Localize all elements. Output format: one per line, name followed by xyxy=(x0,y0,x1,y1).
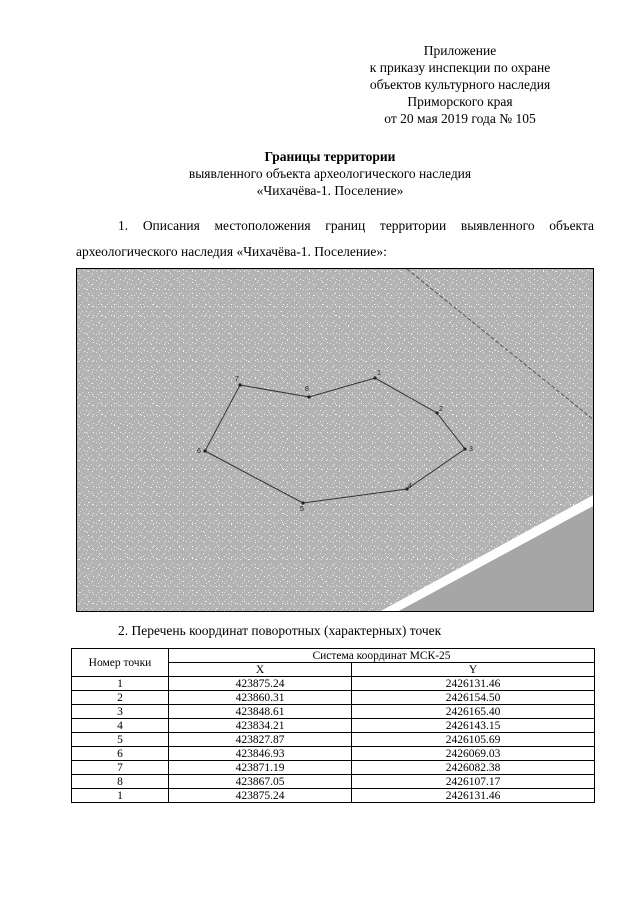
y-cell: 2426143.15 xyxy=(352,719,595,733)
point-number-cell: 1 xyxy=(72,677,169,691)
boundary-point-label: 7 xyxy=(235,376,239,383)
boundary-point-marker xyxy=(301,501,304,504)
header-point-number: Номер точки xyxy=(72,649,169,677)
appendix-block xyxy=(340,42,580,127)
point-number-cell: 3 xyxy=(72,705,169,719)
boundary-point-label: 3 xyxy=(469,446,473,453)
boundary-point-label: 1 xyxy=(377,370,381,377)
y-cell: 2426107.17 xyxy=(352,775,595,789)
x-cell: 423867.05 xyxy=(169,775,352,789)
table-row xyxy=(72,789,595,803)
x-cell: 423846.93 xyxy=(169,747,352,761)
table-row xyxy=(72,761,595,775)
y-cell: 2426131.46 xyxy=(352,677,595,691)
point-number-cell: 6 xyxy=(72,747,169,761)
x-cell: 423834.21 xyxy=(169,719,352,733)
table-row xyxy=(72,677,595,691)
document-title xyxy=(170,148,490,199)
point-number-cell: 2 xyxy=(72,691,169,705)
x-cell: 423871.19 xyxy=(169,761,352,775)
table-row xyxy=(72,705,595,719)
y-cell: 2426082.38 xyxy=(352,761,595,775)
x-cell: 423875.24 xyxy=(169,677,352,691)
table-row xyxy=(72,733,595,747)
title-heading: Границы территории xyxy=(264,149,396,164)
coordinates-table xyxy=(71,648,595,803)
x-cell: 423827.87 xyxy=(169,733,352,747)
y-cell: 2426131.46 xyxy=(352,789,595,803)
point-number-cell: 1 xyxy=(72,789,169,803)
boundary-point-label: 4 xyxy=(408,483,412,490)
header-x: X xyxy=(169,663,352,677)
appendix-line: Приморского края xyxy=(407,94,513,109)
boundary-point-label: 5 xyxy=(300,506,304,513)
table-row xyxy=(72,747,595,761)
table-row xyxy=(72,775,595,789)
point-number-cell: 4 xyxy=(72,719,169,733)
section-2-text: 2. Перечень координат поворотных (характерных) точек xyxy=(118,623,442,638)
boundary-point-marker xyxy=(307,395,310,398)
boundary-point-marker xyxy=(238,383,241,386)
y-cell: 2426069.03 xyxy=(352,747,595,761)
boundary-point-marker xyxy=(463,447,466,450)
x-cell: 423860.31 xyxy=(169,691,352,705)
boundary-map xyxy=(76,268,594,612)
y-cell: 2426165.40 xyxy=(352,705,595,719)
header-y: Y xyxy=(352,663,595,677)
point-number-cell: 7 xyxy=(72,761,169,775)
boundary-point-marker xyxy=(203,449,206,452)
appendix-line: Приложение xyxy=(423,43,497,58)
appendix-line: от 20 мая 2019 года № 105 xyxy=(384,111,536,126)
boundary-point-label: 8 xyxy=(305,386,309,393)
point-number-cell: 5 xyxy=(72,733,169,747)
x-cell: 423875.24 xyxy=(169,789,352,803)
header-coordinate-system: Система координат МСК-25 xyxy=(169,649,595,663)
y-cell: 2426154.50 xyxy=(352,691,595,705)
x-cell: 423848.61 xyxy=(169,705,352,719)
section-1-text: 1. Описания местоположения границ территории выявленного объекта археологического наследия «Чихачёва-1. Поселение»: xyxy=(76,218,594,259)
table-row xyxy=(72,719,595,733)
table-row xyxy=(72,691,595,705)
title-line: «Чихачёва-1. Поселение» xyxy=(256,183,404,198)
appendix-line: объектов культурного наследия xyxy=(369,77,551,92)
appendix-line: к приказу инспекции по охране xyxy=(369,60,551,75)
map-canvas xyxy=(77,269,594,612)
title-line: выявленного объекта археологического наследия xyxy=(188,166,472,181)
point-number-cell: 8 xyxy=(72,775,169,789)
y-cell: 2426105.69 xyxy=(352,733,595,747)
boundary-point-label: 6 xyxy=(197,448,201,455)
boundary-point-label: 2 xyxy=(439,406,443,413)
